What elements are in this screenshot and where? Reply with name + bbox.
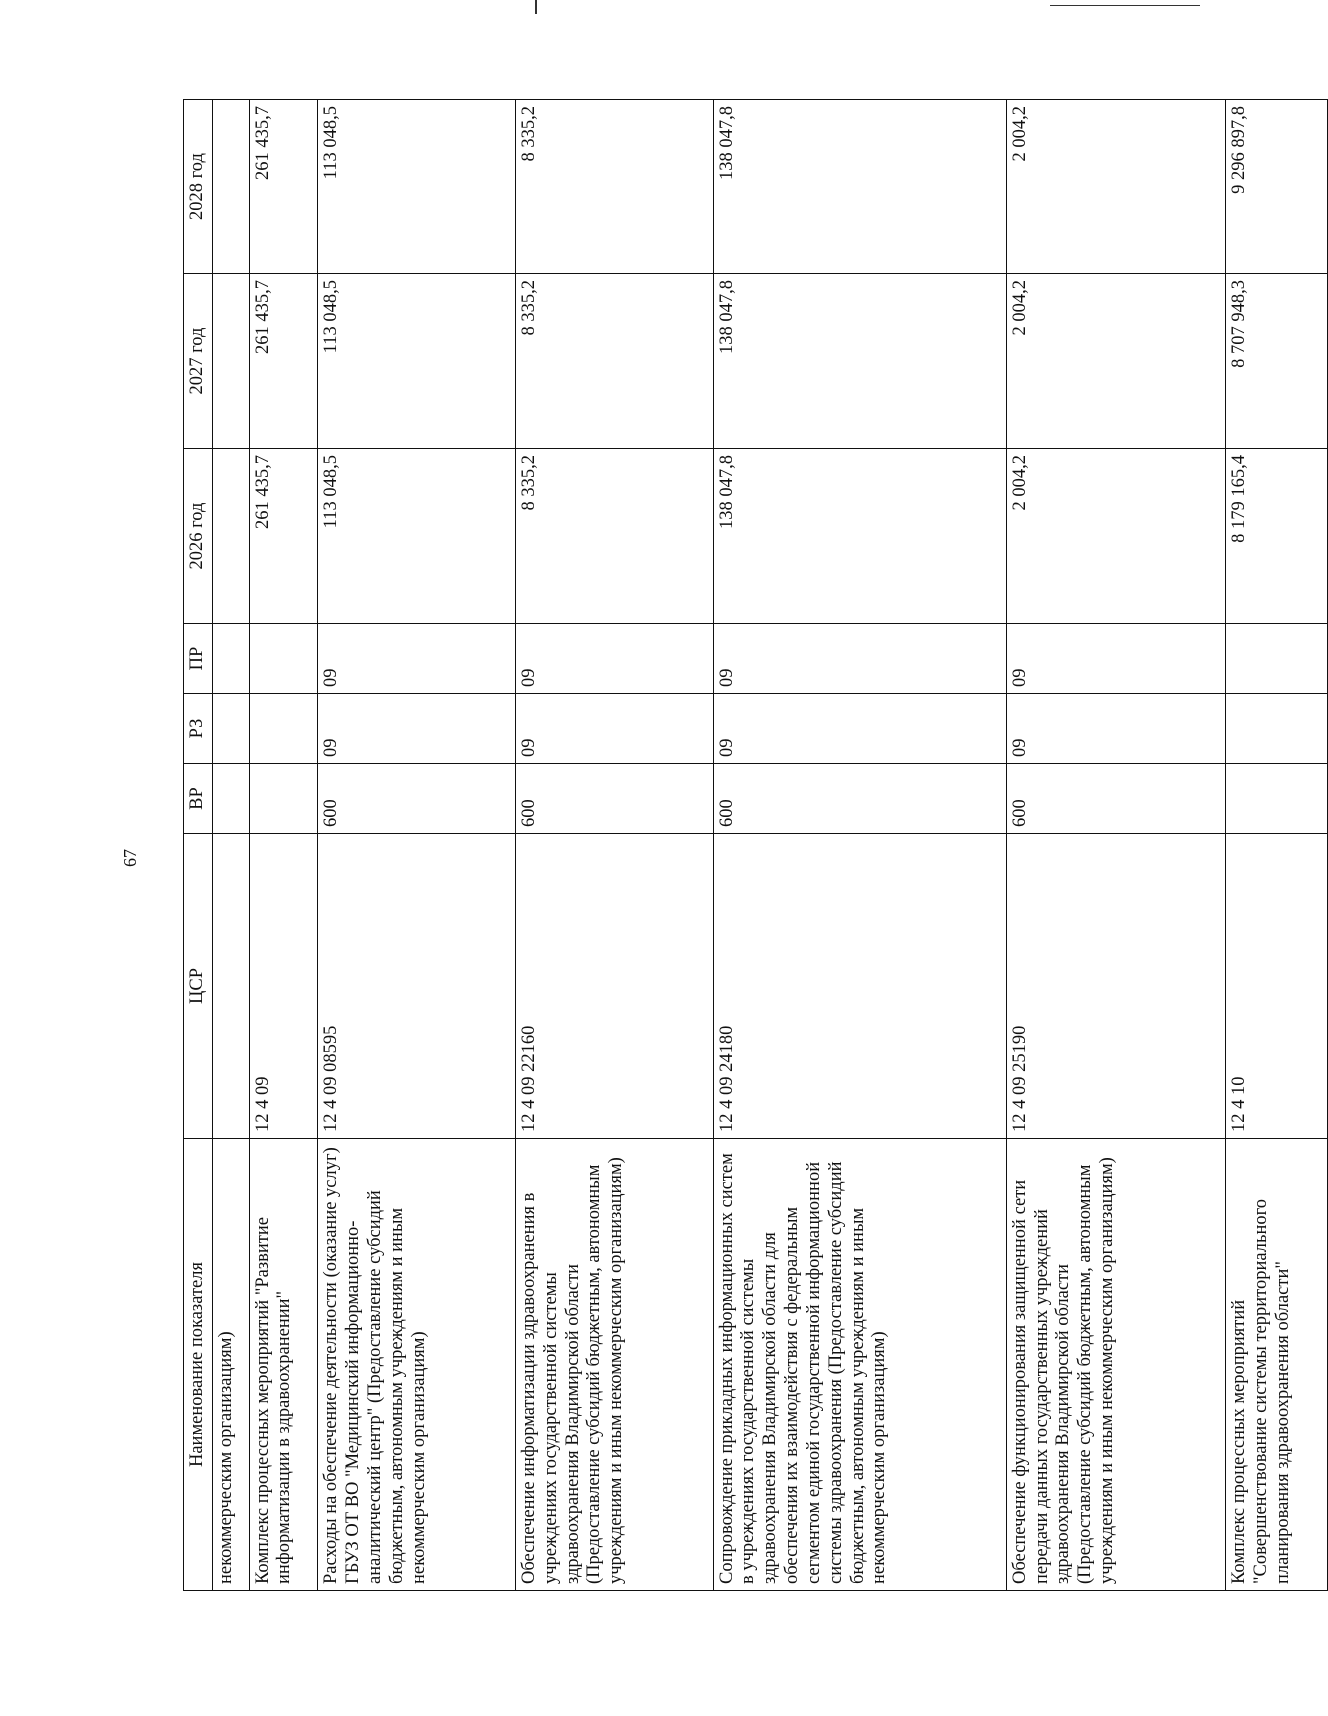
- cell-2027: 261 435,7: [249, 274, 318, 449]
- cell-name: Комплекс процессных мероприятий "Развитие информатизации в здравоохранении": [249, 1139, 318, 1591]
- cell-csr: 12 4 10: [1225, 834, 1327, 1139]
- cell-pr: 09: [318, 624, 516, 694]
- cell-2027: 138 047,8: [713, 274, 1006, 449]
- cell-rz: 09: [515, 694, 713, 764]
- cell-2028: 138 047,8: [713, 100, 1006, 274]
- cell-pr: [212, 624, 249, 694]
- header-name: Наименование показателя: [184, 1139, 213, 1591]
- cell-2026: 8 335,2: [515, 449, 713, 624]
- cell-rz: [249, 694, 318, 764]
- cell-2027: [212, 274, 249, 449]
- cell-pr: 09: [713, 624, 1006, 694]
- cell-2028: 8 335,2: [515, 100, 713, 274]
- cell-name: Сопровождение прикладных информационных систем в учреждениях государственной системы здравоохранения Владимирской области для обеспечения их взаимодействия с федеральным сегментом единой государственной информационной системы здравоохранения (Предоставление субсидий бюджетным, автономным учреждениям и иным некоммерческим организациям): [713, 1139, 1006, 1591]
- cell-rz: [212, 694, 249, 764]
- page-number: 67: [120, 849, 140, 867]
- cell-vr: [249, 764, 318, 834]
- cell-vr: 600: [318, 764, 516, 834]
- cell-2026: [212, 449, 249, 624]
- scan-artifact: [535, 0, 537, 14]
- cell-name: Расходы на обеспечение деятельности (оказание услуг) ГБУЗ ОТ ВО "Медицинский информационно-аналитический центр" (Предоставление субсидий бюджетным, автономным учреждениям и иным некоммерческим организациям): [318, 1139, 516, 1591]
- cell-name: Обеспечение функционирования защищенной сети передачи данных государственных учреждений здравоохранения Владимирской области (Предоставление субсидий бюджетным, автономным учреждениям и иным некоммерческим организациям): [1006, 1139, 1225, 1591]
- cell-2027: 2 004,2: [1006, 274, 1225, 449]
- cell-vr: [1225, 764, 1327, 834]
- cell-2026: 261 435,7: [249, 449, 318, 624]
- cell-2028: 2 004,2: [1006, 100, 1225, 274]
- cell-2028: 261 435,7: [249, 100, 318, 274]
- cell-vr: 600: [515, 764, 713, 834]
- scan-artifact: [1050, 5, 1200, 6]
- cell-rz: [1225, 694, 1327, 764]
- cell-2028: [212, 100, 249, 274]
- table-row: [713, 100, 1006, 1591]
- cell-pr: 09: [1006, 624, 1225, 694]
- header-2027: 2027 год: [184, 274, 213, 449]
- cell-name: Комплекс процессных мероприятий "Совершенствование системы территориального планирования здравоохранения области": [1225, 1139, 1327, 1591]
- cell-rz: 09: [713, 694, 1006, 764]
- cell-2026: 113 048,5: [318, 449, 516, 624]
- cell-csr: 12 4 09 25190: [1006, 834, 1225, 1139]
- header-rz: РЗ: [184, 694, 213, 764]
- cell-csr: [212, 834, 249, 1139]
- table-row: [1006, 100, 1225, 1591]
- cell-2028: 9 296 897,8: [1225, 100, 1327, 274]
- cell-rz: 09: [318, 694, 516, 764]
- header-vr: ВР: [184, 764, 213, 834]
- table-row: [249, 100, 318, 1591]
- header-2026: 2026 год: [184, 449, 213, 624]
- cell-vr: 600: [1006, 764, 1225, 834]
- cell-pr: 09: [515, 624, 713, 694]
- budget-table-rotated: [183, 100, 1328, 1591]
- cell-2026: 2 004,2: [1006, 449, 1225, 624]
- cell-2026: 138 047,8: [713, 449, 1006, 624]
- cell-vr: [212, 764, 249, 834]
- table-row: [318, 100, 516, 1591]
- cell-name: некоммерческим организациям): [212, 1139, 249, 1591]
- cell-2028: 113 048,5: [318, 100, 516, 274]
- cell-2026: 8 179 165,4: [1225, 449, 1327, 624]
- cell-name: Обеспечение информатизации здравоохранения в учреждениях государственной системы здравоохранения Владимирской области (Предоставление субсидий бюджетным, автономным учреждениям и иным некоммерческим организациям): [515, 1139, 713, 1591]
- table-row: [515, 100, 713, 1591]
- header-pr: ПР: [184, 624, 213, 694]
- cell-csr: 12 4 09 22160: [515, 834, 713, 1139]
- cell-2027: 8 335,2: [515, 274, 713, 449]
- cell-2027: 8 707 948,3: [1225, 274, 1327, 449]
- header-csr: ЦСР: [184, 834, 213, 1139]
- cell-pr: [249, 624, 318, 694]
- header-2028: 2028 год: [184, 100, 213, 274]
- cell-csr: 12 4 09: [249, 834, 318, 1139]
- cell-csr: 12 4 09 24180: [713, 834, 1006, 1139]
- cell-csr: 12 4 09 08595: [318, 834, 516, 1139]
- table-row: [1225, 100, 1327, 1591]
- table-header-row: [184, 100, 213, 1591]
- cell-rz: 09: [1006, 694, 1225, 764]
- cell-pr: [1225, 624, 1327, 694]
- budget-table: [183, 99, 1328, 1591]
- cell-2027: 113 048,5: [318, 274, 516, 449]
- table-row: [212, 100, 249, 1591]
- cell-vr: 600: [713, 764, 1006, 834]
